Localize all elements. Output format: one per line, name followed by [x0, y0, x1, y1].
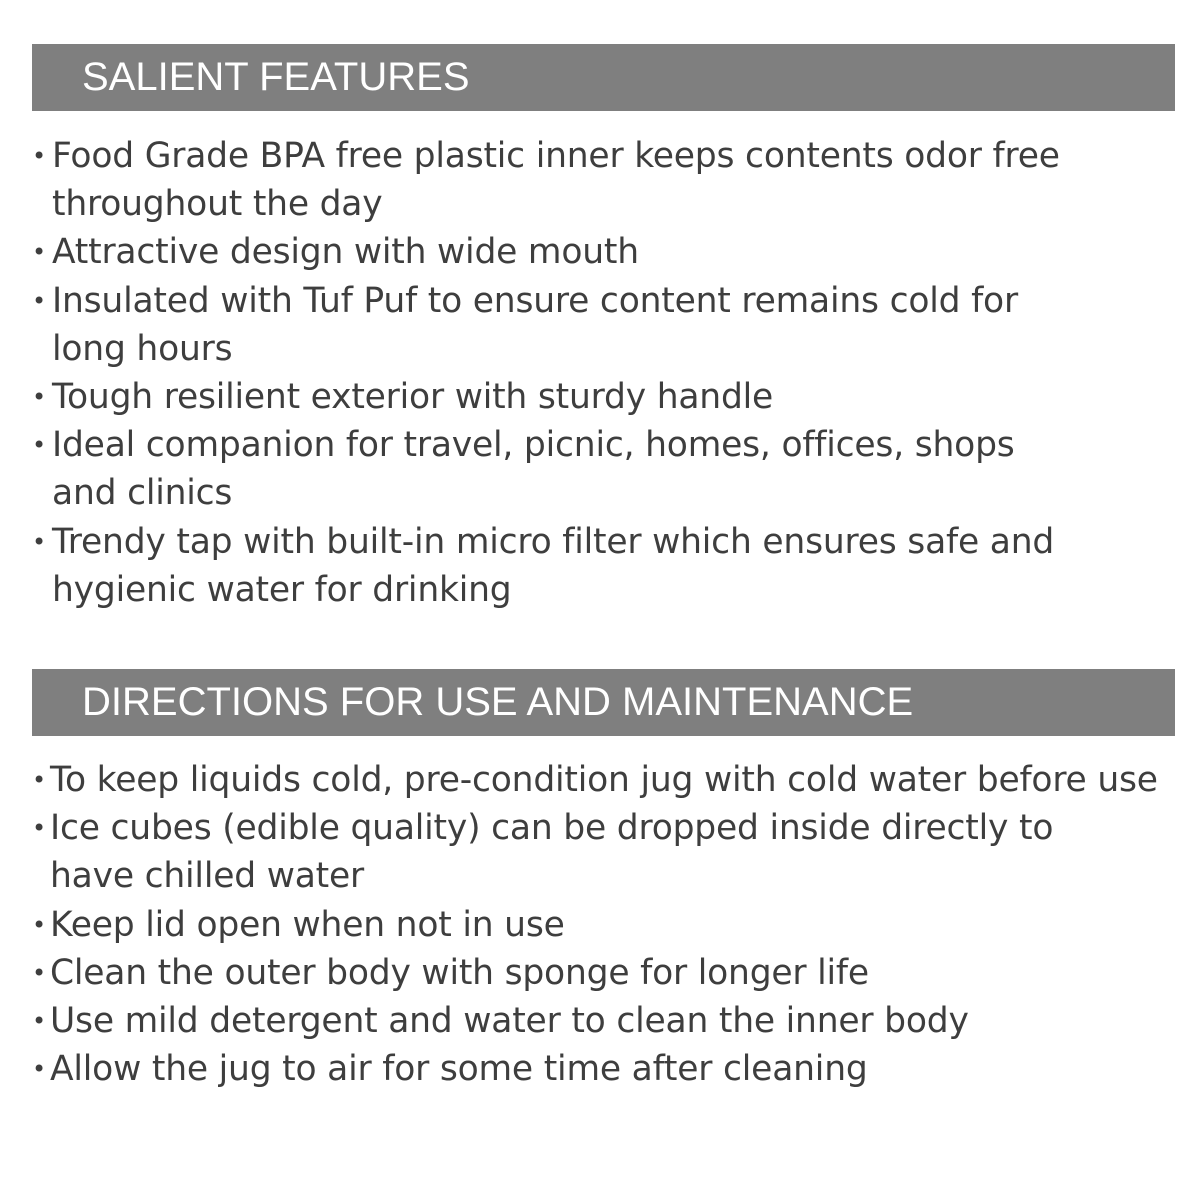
bullet-icon: • [32, 527, 46, 556]
list-item-line: Ideal companion for travel, picnic, homes, offices, shops [52, 425, 1015, 466]
list-item [32, 373, 1175, 421]
list-item-line: Attractive design with wide mouth [52, 232, 639, 273]
list-item [32, 228, 1175, 276]
list-item [32, 756, 1175, 804]
list-item-line: Trendy tap with built-in micro filter which ensures safe and [52, 521, 1055, 562]
list-item-line: Use mild detergent and water to clean the inner body [50, 1001, 969, 1042]
bullet-icon: • [32, 958, 46, 987]
list-item-line: hygienic water for drinking [52, 569, 512, 610]
list-item [32, 901, 1175, 949]
bullet-icon: • [32, 286, 46, 315]
bullet-icon: • [32, 1055, 46, 1084]
list-item-line: Keep lid open when not in use [50, 904, 565, 945]
list-item-line: Clean the outer body with sponge for longer life [50, 952, 869, 993]
directions-section [32, 669, 1175, 1093]
bullet-icon: • [32, 766, 46, 794]
list-item-line: To keep liquids cold, pre-condition jug with cold water before use [50, 760, 1158, 800]
list-item-line: and clinics [52, 473, 233, 514]
bullet-icon: • [32, 238, 46, 267]
list-item-line: throughout the day [52, 184, 383, 225]
bullet-icon: • [32, 142, 46, 170]
list-item [32, 1045, 1175, 1093]
directions-header: DIRECTIONS FOR USE AND MAINTENANCE [32, 669, 1175, 736]
salient-features-section [32, 44, 1175, 614]
list-item [32, 277, 1175, 373]
directions-list [32, 756, 1175, 1093]
bullet-icon: • [32, 1007, 46, 1036]
list-item-line: Tough resilient exterior with sturdy handle [52, 377, 774, 418]
list-item-line: long hours [52, 328, 233, 369]
list-item [32, 804, 1175, 900]
salient-features-header: SALIENT FEATURES [32, 44, 1175, 111]
list-item [32, 132, 1175, 228]
salient-features-list [32, 132, 1175, 614]
list-item-line: Food Grade BPA free plastic inner keeps contents odor free [52, 136, 1060, 176]
list-item [32, 421, 1175, 517]
list-item-line: have chilled water [50, 856, 364, 897]
bullet-icon: • [32, 814, 46, 843]
list-item [32, 949, 1175, 997]
list-item-line: Ice cubes (edible quality) can be dropped inside directly to [50, 808, 1054, 849]
list-item-line: Insulated with Tuf Puf to ensure content remains cold for [52, 280, 1018, 321]
list-item [32, 518, 1175, 614]
bullet-icon: • [32, 383, 46, 412]
list-item-line: Allow the jug to air for some time after cleaning [50, 1049, 868, 1090]
list-item [32, 997, 1175, 1045]
bullet-icon: • [32, 910, 46, 939]
bullet-icon: • [32, 431, 46, 460]
